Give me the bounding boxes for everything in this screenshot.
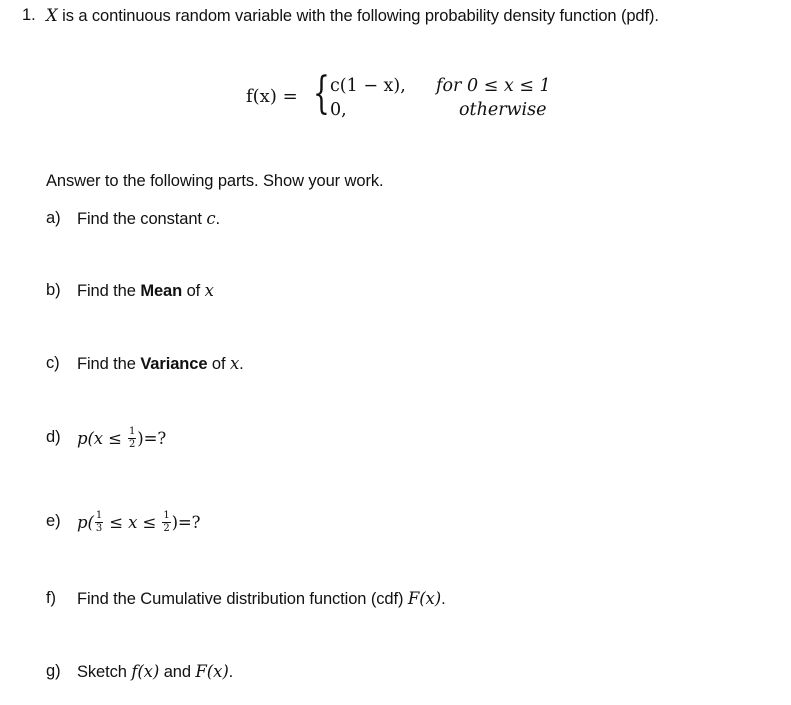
part-g-math-f: f(x) [131, 662, 160, 681]
part-c-text [77, 354, 244, 374]
part-e-fraction-1 [95, 511, 103, 534]
problem-number: 1. [22, 6, 36, 24]
part-e-fraction-2 [162, 511, 170, 534]
part-a-prefix: Find the constant [77, 210, 207, 228]
part-f-text [77, 589, 446, 609]
pdf-case2-expr: 0, [330, 100, 347, 120]
part-b-label: b) [46, 281, 61, 299]
random-variable-symbol: X [46, 6, 58, 25]
part-c-suffix: . [239, 355, 244, 373]
pdf-case1-condition: for 0 ≤ x ≤ 1 [436, 76, 551, 96]
part-d-frac-num: 1 [129, 426, 136, 437]
part-c-bold: Variance [140, 355, 208, 373]
part-g-suffix: . [228, 663, 234, 681]
part-e-frac2-den: 2 [163, 523, 170, 534]
part-e-frac1-den: 3 [95, 523, 103, 534]
part-e-suffix: )=? [171, 513, 201, 532]
part-g-math-F: F(x) [195, 662, 229, 681]
part-b-prefix: Find the [77, 282, 141, 300]
problem-statement-text: is a continuous random variable with the following probability density function (pdf). [57, 7, 659, 25]
part-e-mid: ≤ x ≤ [104, 513, 162, 532]
part-f-prefix: Find the Cumulative distribution function (cdf) [77, 590, 408, 608]
part-d-expression [77, 428, 166, 451]
part-a-suffix: . [215, 210, 221, 228]
part-b-text [77, 281, 214, 301]
part-e-frac2-num: 1 [163, 510, 170, 521]
part-e-expression [77, 512, 200, 535]
part-d-frac-den: 2 [129, 439, 136, 450]
part-e-prefix: p( [77, 513, 94, 532]
pdf-case1-expr: c(1 − x), [330, 76, 406, 96]
part-c-math: x [229, 354, 240, 373]
part-e-frac1-num: 1 [95, 510, 103, 521]
part-e-label: e) [46, 512, 61, 530]
part-c-mid: of [207, 355, 230, 373]
part-f-suffix: . [441, 590, 446, 608]
part-b-math: x [204, 281, 214, 300]
part-b-mid: of [182, 282, 205, 300]
part-g-mid: and [159, 663, 196, 681]
part-a-label: a) [46, 209, 61, 227]
pdf-case2-condition: otherwise [459, 100, 547, 120]
part-f-label: f) [46, 589, 56, 607]
problem-statement [46, 6, 659, 26]
part-d-label: d) [46, 428, 61, 446]
part-d-fraction [128, 427, 136, 450]
part-a-math: c [206, 209, 216, 228]
pdf-brace: { [313, 68, 330, 119]
pdf-formula [246, 68, 566, 130]
part-g-text [77, 662, 233, 682]
part-c-prefix: Find the [77, 355, 141, 373]
part-b-bold: Mean [140, 282, 183, 300]
part-d-prefix: p(x ≤ [77, 429, 128, 448]
pdf-lhs: f(x) = [246, 86, 298, 107]
part-d-suffix: )=? [137, 429, 167, 448]
part-a-text [77, 209, 220, 229]
part-g-label: g) [46, 662, 61, 680]
part-c-label: c) [46, 354, 60, 372]
part-f-math: F(x) [407, 589, 442, 608]
instructions: Answer to the following parts. Show your work. [46, 172, 384, 190]
part-g-prefix: Sketch [77, 663, 132, 681]
